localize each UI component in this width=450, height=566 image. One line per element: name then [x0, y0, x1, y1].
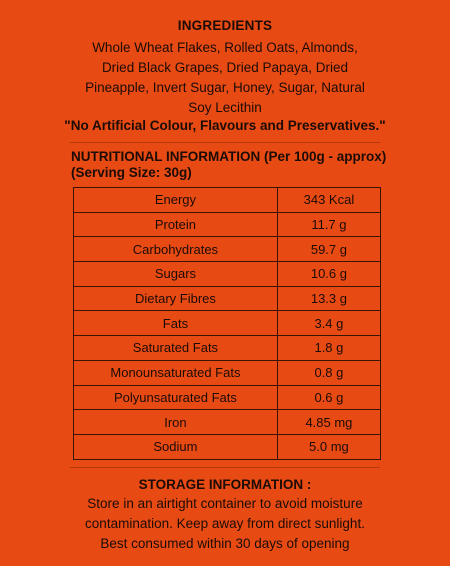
- divider: [70, 467, 380, 468]
- nutrient-value: 0.6 g: [277, 385, 380, 410]
- table-row: [74, 237, 381, 262]
- table-row: [74, 385, 381, 410]
- nutrient-name: Sodium: [74, 434, 278, 459]
- nutrition-table: [73, 187, 381, 460]
- nutrient-name: Monounsaturated Fats: [74, 360, 278, 385]
- table-row: [74, 410, 381, 435]
- nutrient-value: 0.8 g: [277, 360, 380, 385]
- no-artificial-claim: "No Artificial Colour, Flavours and Preservatives.": [64, 118, 386, 133]
- table-row: [74, 262, 381, 287]
- nutrient-value: 11.7 g: [277, 212, 380, 237]
- divider: [70, 142, 380, 143]
- nutrient-name: Sugars: [74, 262, 278, 287]
- nutrient-value: 10.6 g: [277, 262, 380, 287]
- nutrient-name: Carbohydrates: [74, 237, 278, 262]
- table-row: [74, 434, 381, 459]
- ingredients-heading: INGREDIENTS: [177, 18, 273, 33]
- nutrient-value: 59.7 g: [277, 237, 380, 262]
- nutrient-value: 3.4 g: [277, 311, 380, 336]
- table-row: [74, 286, 381, 311]
- nutrition-heading: [71, 149, 391, 181]
- nutrient-name: Fats: [74, 311, 278, 336]
- table-row: [74, 311, 381, 336]
- nutrient-name: Dietary Fibres: [74, 286, 278, 311]
- nutrient-name: Protein: [74, 212, 278, 237]
- nutrient-value: 4.85 mg: [277, 410, 380, 435]
- nutrition-title: NUTRITIONAL INFORMATION (Per 100g - approx): [71, 149, 387, 164]
- storage-instructions: Store in an airtight container to avoid moisture contamination. Keep away from direct sunlight. Best consumed within 30 days of opening: [85, 496, 365, 551]
- nutrient-name: Iron: [74, 410, 278, 435]
- nutrient-name: Polyunsaturated Fats: [74, 385, 278, 410]
- table-row: [74, 336, 381, 361]
- nutrient-value: 5.0 mg: [277, 434, 380, 459]
- table-row: [74, 188, 381, 213]
- storage-heading: STORAGE INFORMATION :: [138, 477, 312, 492]
- table-row: [74, 212, 381, 237]
- nutrient-value: 343 Kcal: [277, 188, 380, 213]
- nutrient-value: 13.3 g: [277, 286, 380, 311]
- serving-size: (Serving Size: 30g): [71, 165, 192, 180]
- table-row: [74, 360, 381, 385]
- nutrient-name: Energy: [74, 188, 278, 213]
- ingredients-list: Whole Wheat Flakes, Rolled Oats, Almonds, Dried Black Grapes, Dried Papaya, Dried Pineapple, Invert Sugar, Honey, Sugar, Natural Soy Lecithin: [85, 40, 365, 115]
- nutrient-value: 1.8 g: [277, 336, 380, 361]
- nutrient-name: Saturated Fats: [74, 336, 278, 361]
